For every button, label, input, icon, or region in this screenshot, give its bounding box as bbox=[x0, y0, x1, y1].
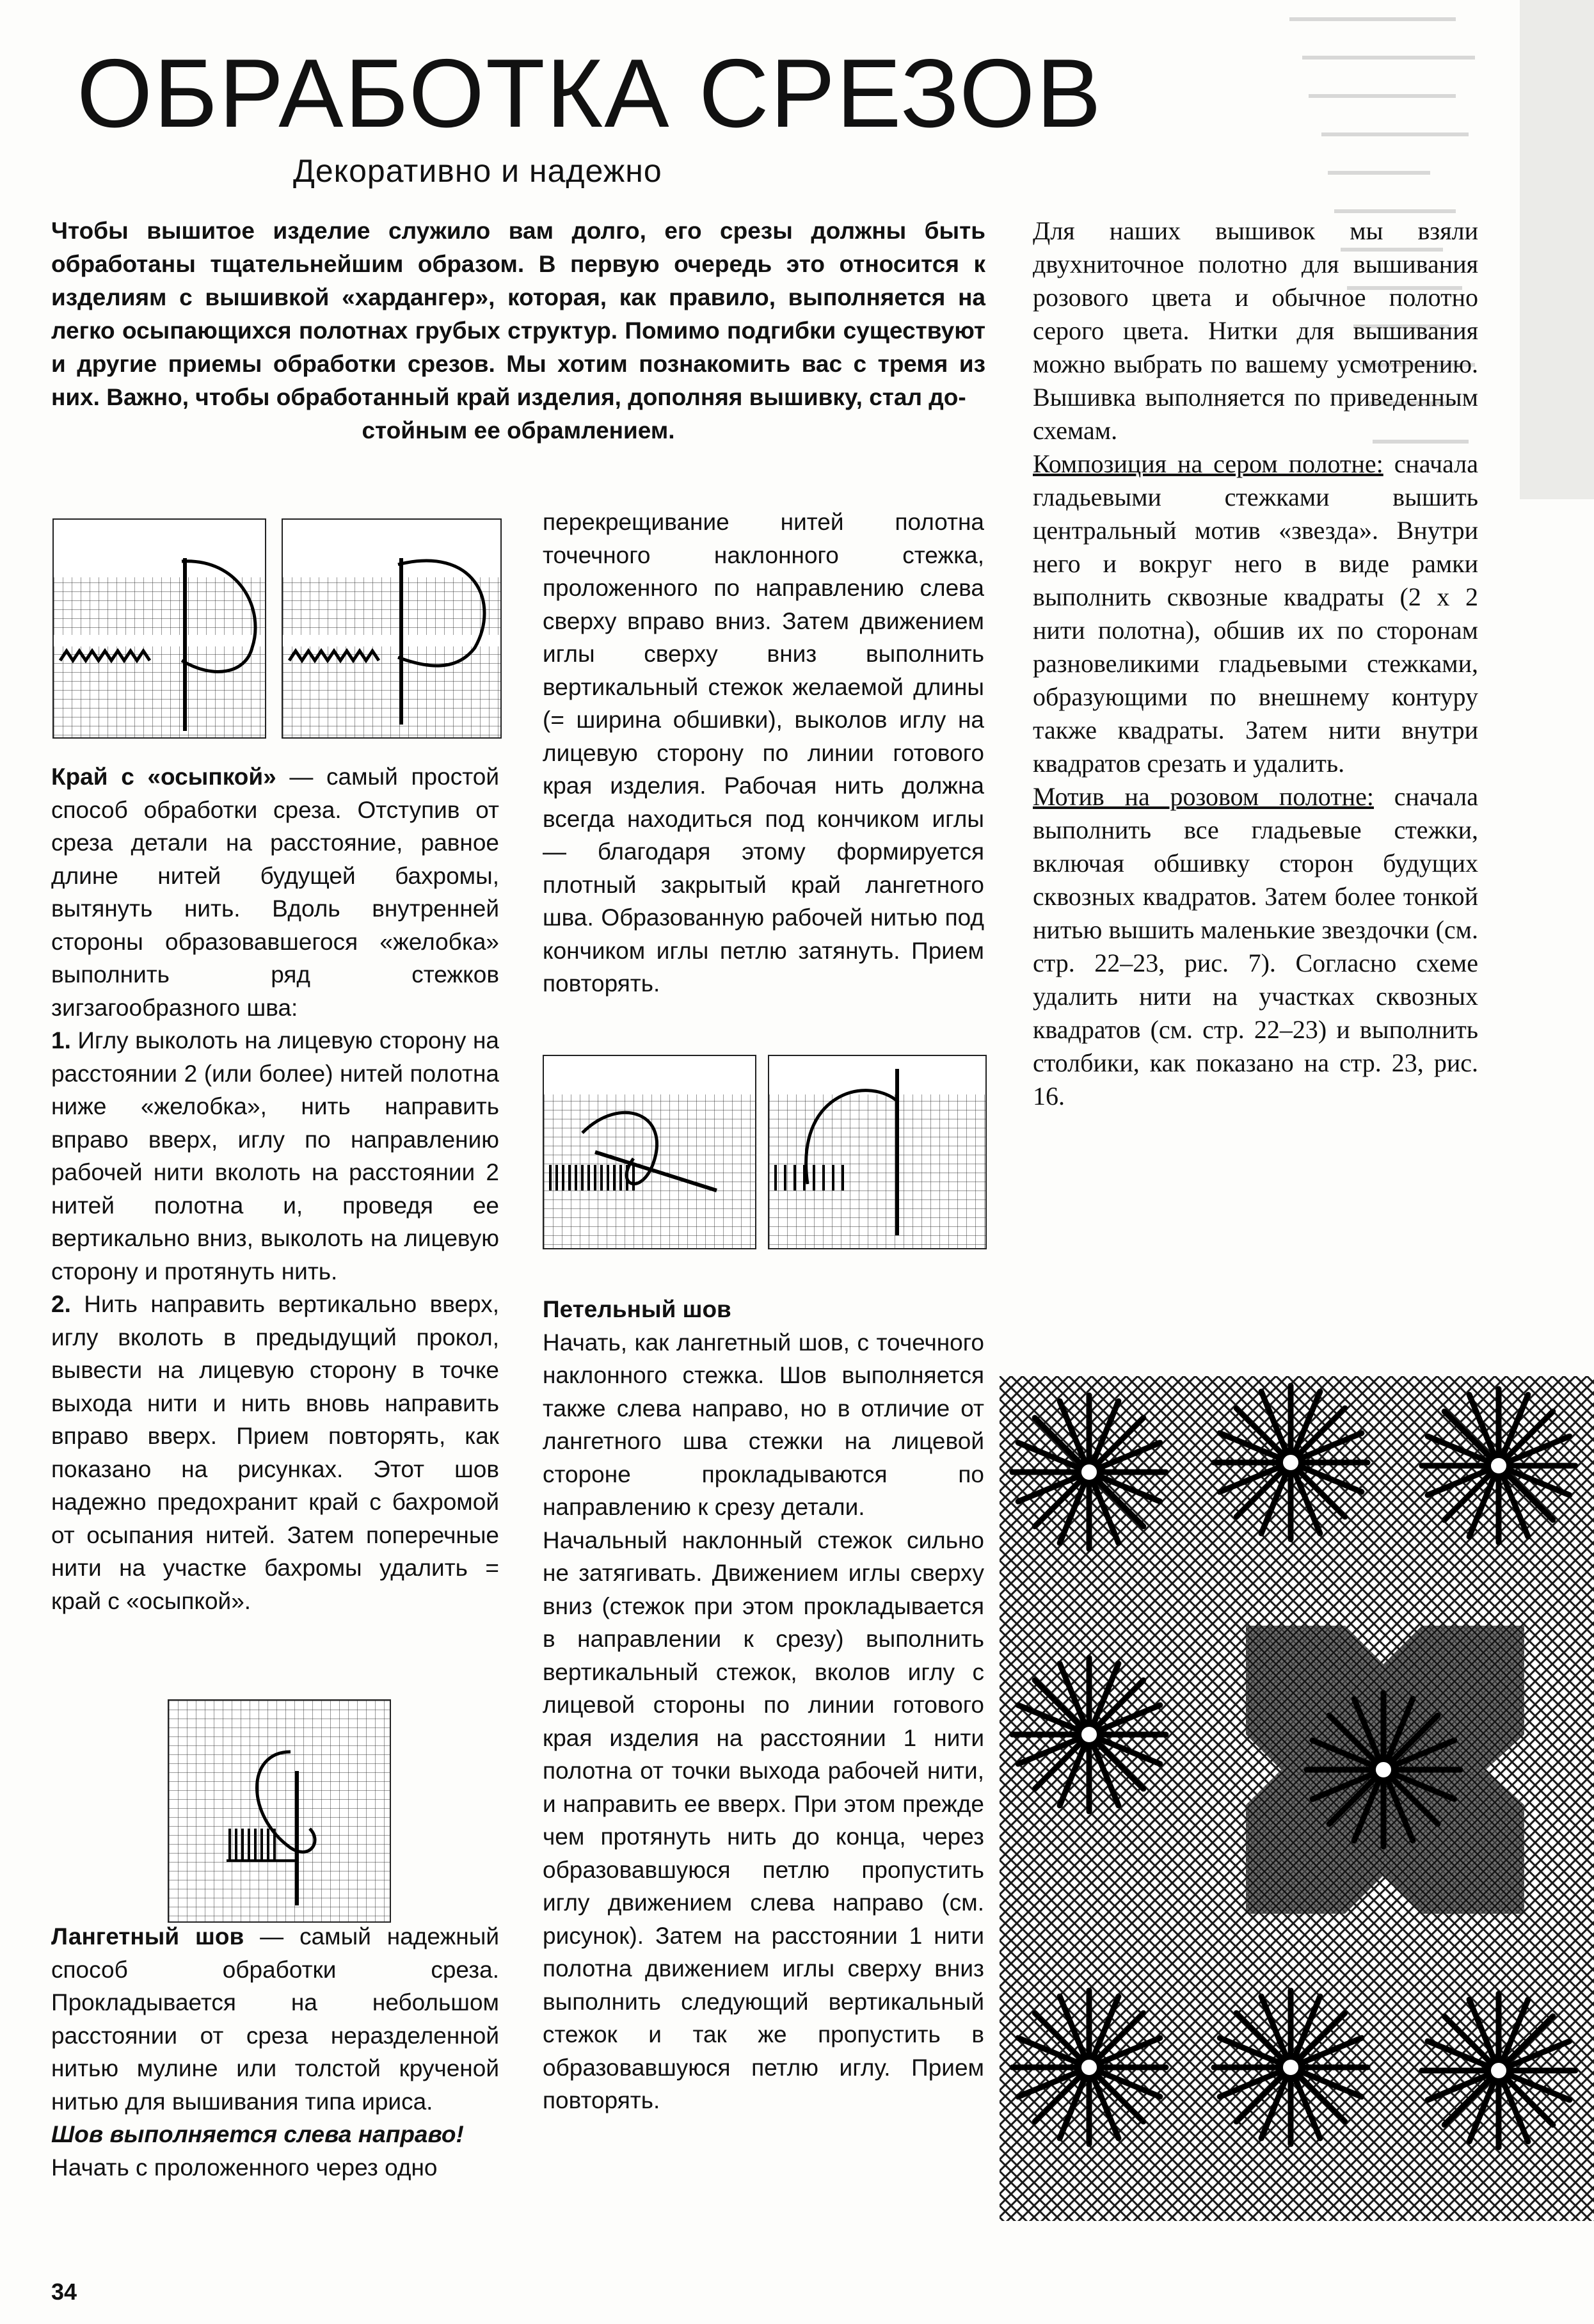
lead-text-last: стойным ее обрамлением. bbox=[362, 417, 675, 444]
heading-pink-canvas: Мотив на розовом полотне: bbox=[1033, 782, 1374, 811]
step-2-text: Нить направить вертикально вверх, иглу вколоть в предыдущий прокол, вывести на лицевую сторону в точке выхода нити и нить вновь направить вправо вверх. Прием повторять, как показано на рисунках. Этот шов надежно предохранит край с бахромой от осыпания нитей. Затем поперечные нити на участке бахромы удалить = край с «осыпкой». bbox=[51, 1291, 499, 1614]
step-2-number: 2. bbox=[51, 1291, 71, 1317]
heading-loop-stitch: Петельный шов bbox=[543, 1296, 731, 1322]
star-center bbox=[1079, 1724, 1099, 1745]
heading-grey-canvas: Композиция на сером полотне: bbox=[1033, 449, 1383, 478]
grey-composition bbox=[1033, 447, 1478, 780]
materials-paragraph: Для наших вышивок мы взяли двухниточное полотно для вышивания розового цвета и обычное полотно серого цвета. Нитки для вышивания можно выбрать по вашему усмотрению. Вышивка выполняется по приведенным схемам. bbox=[1033, 216, 1478, 445]
blanket-continued: перекрещивание нитей полотна точечного наклонного стежка, проложенного по направлению слева сверху вправо вниз. Затем движением иглы сверху вниз выполнить вертикальный стежок желаемой длины (= ширина обшивки), выколов иглу на лицевую сторону по линии готового края изделия. Рабочая нить должна всегда находиться под кончиком иглы — благодаря этому формируется плотный закрытый край лангетного шва. Образованную рабочей нитью под кончиком иглы петлю затянуть. Прием повторять. bbox=[543, 509, 984, 997]
blanket-note bbox=[51, 2118, 499, 2151]
loop-intro: Начать, как лангетный шов, с точечного наклонного стежка. Шов выполняется также слева направо, но в отличие от лангетного шва стежки на лицевой стороне прокладываются по направлению к срезу детали. bbox=[543, 1329, 984, 1520]
step-1-number: 1. bbox=[51, 1027, 71, 1054]
step-1 bbox=[51, 1024, 499, 1288]
column-2-upper bbox=[543, 506, 984, 1000]
step-2 bbox=[51, 1288, 499, 1617]
page-subtitle: Декоративно и надежно bbox=[293, 153, 662, 189]
figure-fringe-step-1 bbox=[52, 518, 266, 739]
page-number: 34 bbox=[51, 2279, 77, 2305]
blanket-paragraph bbox=[51, 1920, 499, 2118]
blanket-start: Начать с проложенного через одно bbox=[51, 2154, 438, 2181]
column-1-upper bbox=[51, 760, 499, 1617]
grey-composition-text: сначала гладьевыми стежками вышить центральный мотив «звезда». Внутри него и вокруг него в виде рамки выполнить сквозные квадраты (2 х 2 нити полотна), обшив их по сторонам разновеликими гладьевыми стежками, образующими по внешнему контуру также квадраты. Затем нити внутри квадратов срезать и удалить. bbox=[1033, 449, 1478, 778]
fringe-intro: — самый простой способ обработки среза. Отступив от среза детали на расстояние, равное длине нитей будущей бахромы, вытянуть нить. Вдоль внутренней стороны образовавшегося «желобка» выполнить ряд стежков зигзагообразного шва: bbox=[51, 764, 499, 1021]
column-1-lower bbox=[51, 1920, 499, 2184]
star-center bbox=[1373, 1759, 1394, 1780]
direction-note: Шов выполняется слева направо! bbox=[51, 2121, 464, 2147]
heading-blanket-stitch: Лангетный шов bbox=[51, 1923, 244, 1950]
loop-instructions: Начальный наклонный стежок сильно не затягивать. Движением иглы сверху вниз (стежок при этом прокладывается в направлении к срезу) выполнить вертикальный стежок, вколов иглу с лицевой стороны по линии готового края изделия на расстоянии 1 нити полотна от точки выхода рабочей нити, и направить ее вверх. При этом прежде чем протянуть нить до конца, через образовавшуюся петлю пропустить иглу движением слева направо (см. рисунок). Затем на расстоянии 1 нити полотна движением иглы сверху вниз выполнить следующий вертикальный стежок и так же пропустить в образовавшуюся петлю иглу. Прием повторять. bbox=[543, 1527, 984, 2113]
pink-motif-text: сначала выполнить все гладьевые стежки, включая обшивку сторон будущих сквозных квадратов. Затем более тонкой нитью вышить маленькие звездочки (см. стр. 22–23, рис. 7). Согласно схеме удалить нити на участках сквозных квадратов (см. стр. 22–23) и выполнить столбики, как показано на стр. 23, рис. 16. bbox=[1033, 782, 1478, 1110]
star-center bbox=[1280, 1452, 1301, 1473]
figure-blanket-stitch bbox=[168, 1699, 391, 1923]
fringe-paragraph bbox=[51, 760, 499, 1024]
column-2-lower bbox=[543, 1293, 984, 2117]
column-3 bbox=[1033, 214, 1478, 1113]
figure-loop-stitch-1 bbox=[543, 1055, 756, 1249]
star-center bbox=[1488, 2060, 1509, 2081]
blanket-intro: — самый надежный способ обработки среза. Прокладывается на небольшом расстоянии от среза неразделенной нитью мулине или толстой крученой нитью для вышивания типа ириса. bbox=[51, 1923, 499, 2115]
figure-loop-stitch-2 bbox=[768, 1055, 987, 1249]
heading-fringe-edge: Край с «осыпкой» bbox=[51, 764, 276, 790]
pink-motif bbox=[1033, 780, 1478, 1113]
page-title: ОБРАБОТКА СРЕЗОВ bbox=[77, 39, 1103, 148]
step-1-text: Иглу выколоть на лицевую сторону на расстоянии 2 (или более) нитей полотна ниже «желобка», нить направить вправо вверх, иглу по направлению рабочей нити вколоть на расстоянии 2 нитей полотна и, проведя ее вертикально вниз, выколоть на лицевую сторону и протянуть нить. bbox=[51, 1027, 499, 1285]
star-center bbox=[1280, 2057, 1301, 2078]
star-center bbox=[1488, 1455, 1509, 1476]
star-center bbox=[1079, 1462, 1099, 1482]
lead-text: Чтобы вышитое изделие служило вам долго, его срезы должны быть обработаны тщательнейшим образом. В первую очередь это относится к изделиям с вышивкой «хардангер», которая, как правило, выполняется на легко осыпающихся полотнах грубых структур. Помимо подгибки существуют и другие приемы обработки срезов. Мы хотим познакомить вас с тремя из них. Важно, чтобы обработанный край изделия, дополняя вышивку, стал до- bbox=[51, 218, 985, 410]
lead-paragraph bbox=[51, 214, 985, 447]
embroidery-pattern-image bbox=[1000, 1376, 1594, 2221]
star-center bbox=[1079, 2057, 1099, 2078]
figure-fringe-step-2 bbox=[282, 518, 502, 739]
